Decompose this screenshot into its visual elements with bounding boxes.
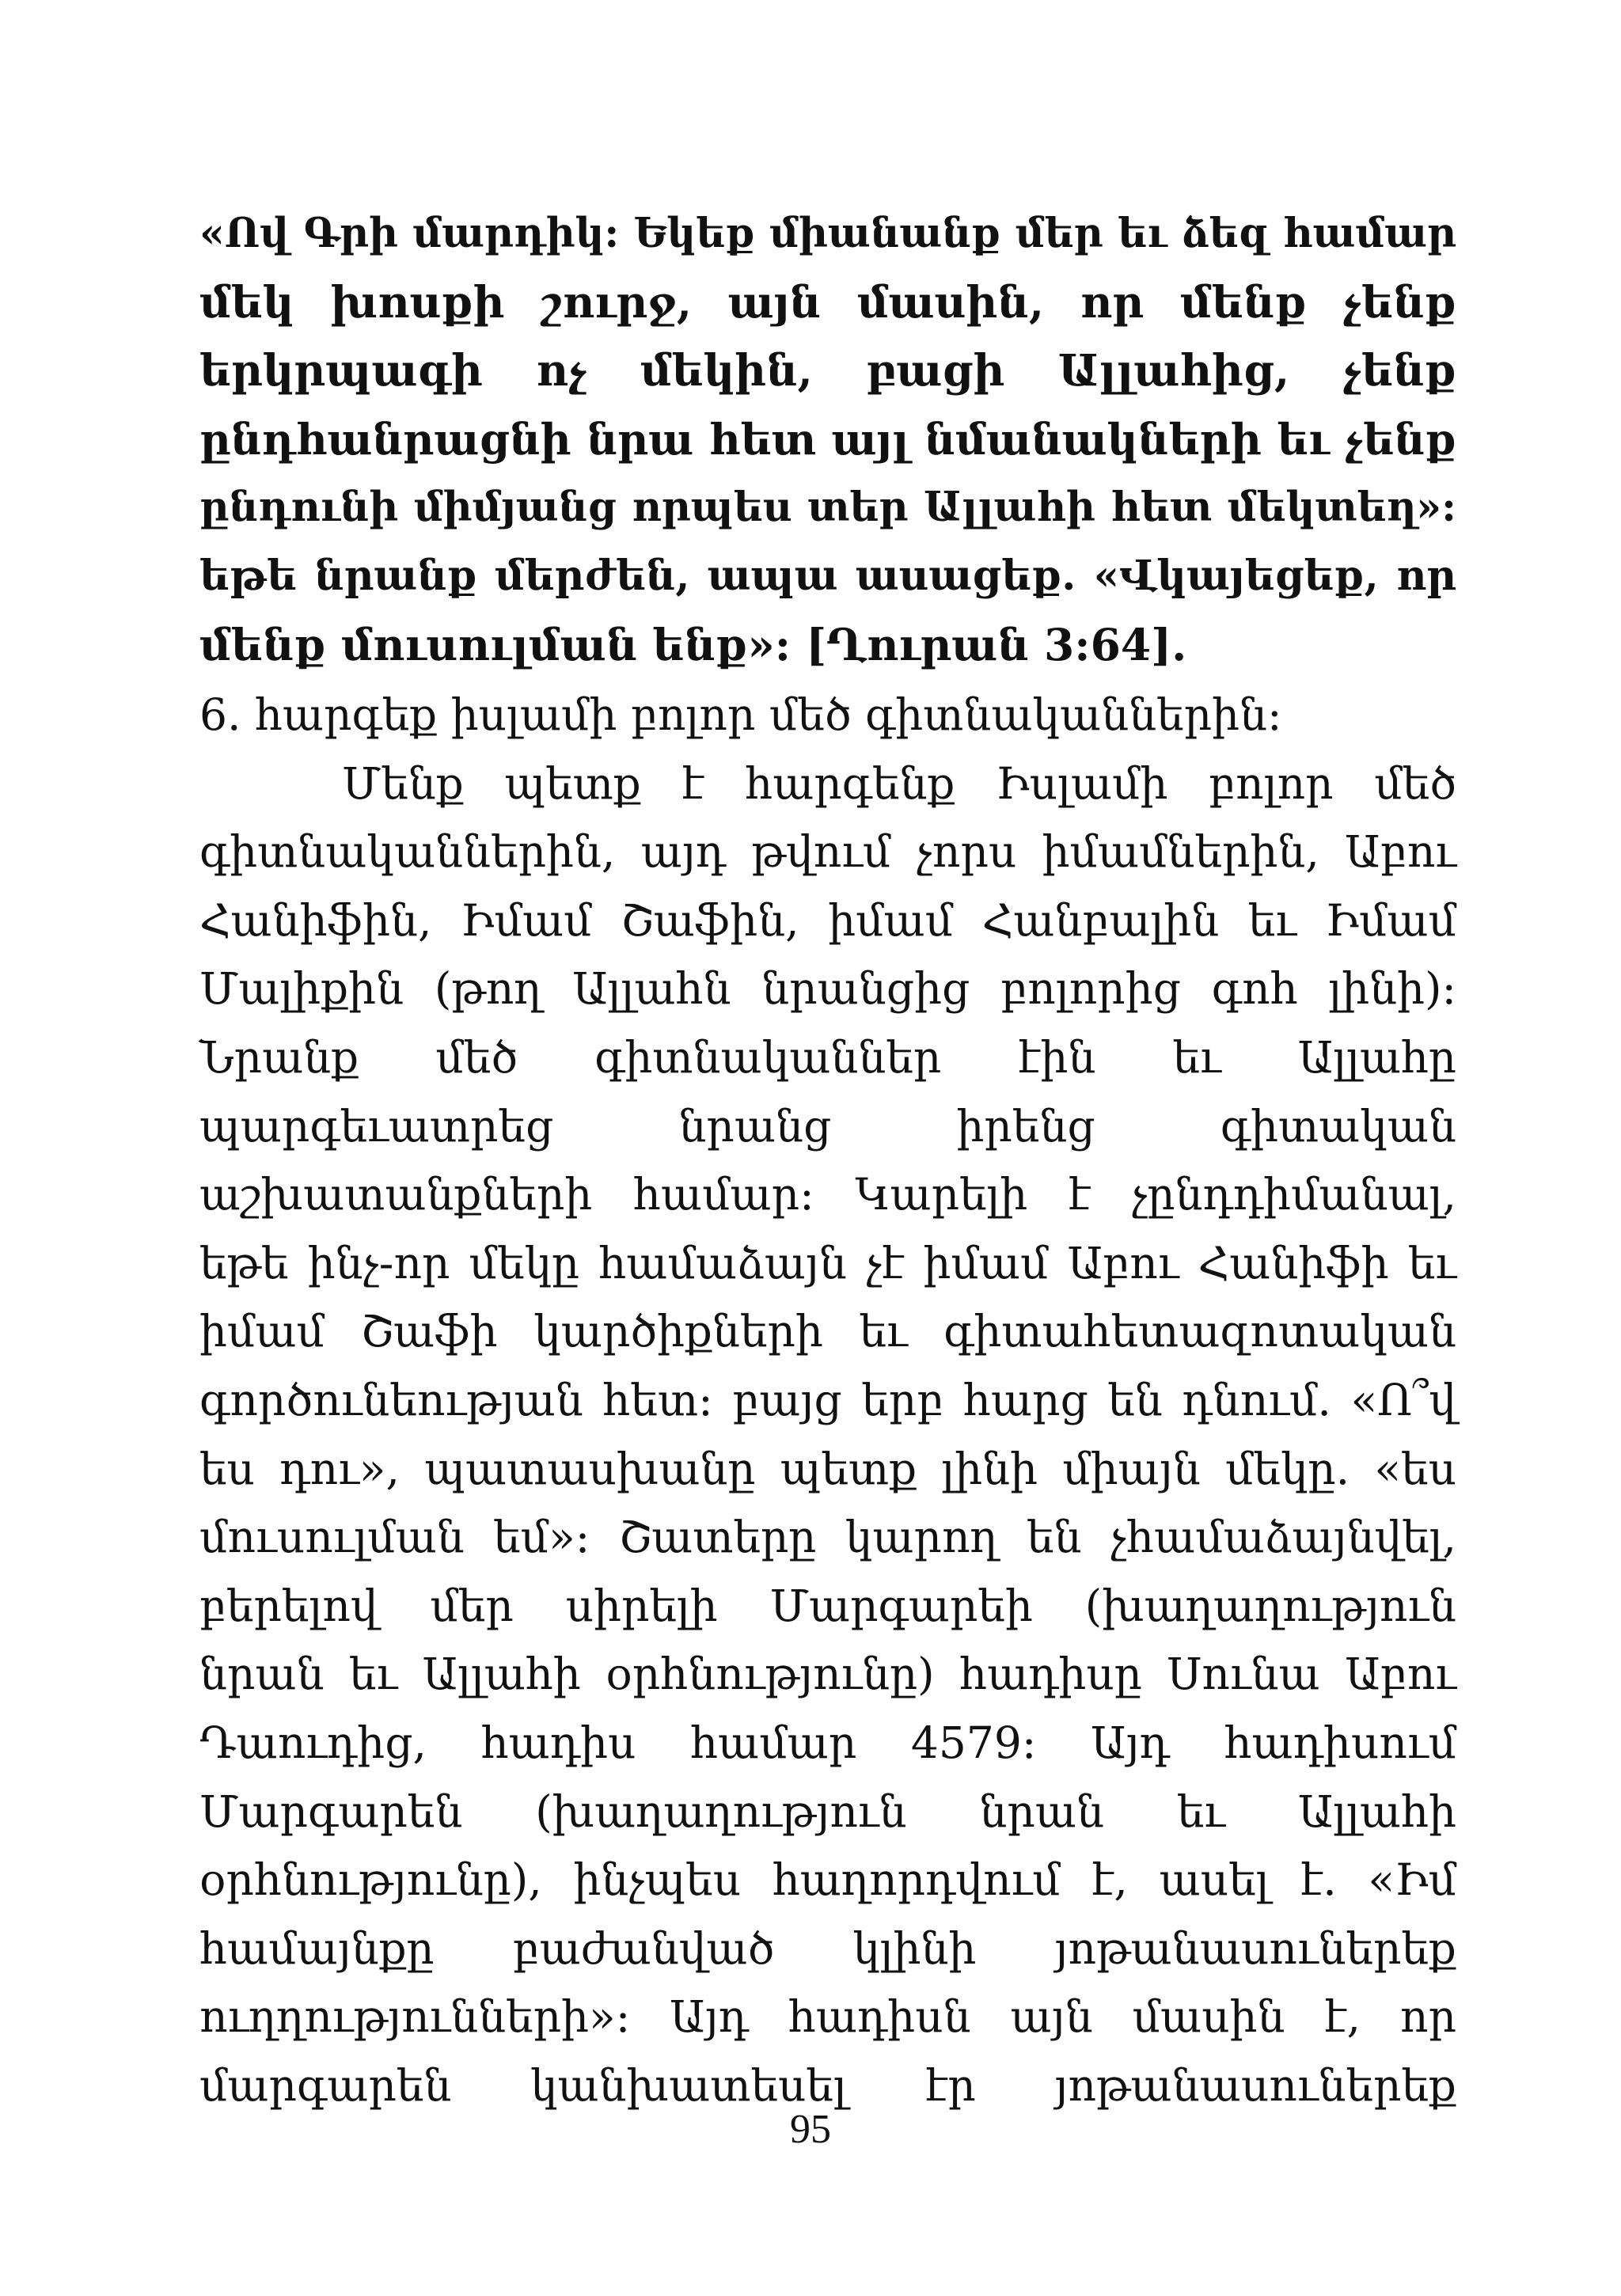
paragraph-line: Մալիքին (թող Ալլահն նրանցից բոլորից գոհ լինի): (199, 963, 1456, 1015)
paragraph-line: աշխատանքների համար: Կարելի է չընդդիմանալ, (199, 1169, 1456, 1220)
quote-line: երկրպագի ոչ մեկին, բացի Ալլահից, չենք (199, 344, 1456, 397)
section-heading: 6. հարգեք իսլամի բոլոր մեծ գիտնականներին: (199, 689, 1282, 740)
quote-line: ընդունի միմյանց որպես տեր Ալլահի հետ մեկտեղ»: (199, 484, 1456, 532)
paragraph-line: իմամ Շաֆի կարծիքների եւ գիտահետազոտական (199, 1306, 1456, 1357)
paragraph-line: գիտնականներին, այդ թվում չորս իմամներին, Աբու (199, 826, 1456, 878)
paragraph-line: պարգեւատրեց նրանց իրենց գիտական (199, 1100, 1456, 1152)
paragraph-line: բերելով մեր սիրելի Մարգարեի (խաղաղություն (199, 1580, 1456, 1631)
section-body (199, 681, 1456, 2120)
paragraph-line: օրհնությունը), ինչպես հաղորդվում է, ասել է. «Իմ (199, 1854, 1456, 1906)
paragraph-line: Մարգարեն (խաղաղություն նրան եւ Ալլահի (199, 1786, 1456, 1837)
paragraph-line: համայնքը բաժանված կլինի յոթանասուներեք (199, 1922, 1456, 1974)
quote-line: ընդհանրացնի նրա հետ այլ նմանակների եւ չենք (199, 413, 1456, 465)
paragraph-line: Նրանք մեծ գիտնականներ էին եւ Ալլահը (199, 1031, 1456, 1083)
page-number: 95 (790, 2107, 831, 2152)
paragraph-line: Դաուդից, հադիս համար 4579: Այդ հադիսում (199, 1717, 1456, 1768)
quote-line: «Ով Գրի մարդիկ: Եկեք միանանք մեր եւ ձեզ համար (199, 210, 1456, 257)
quote-line: մեկ խոսքի շուրջ, այն մասին, որ մենք չենք (199, 275, 1456, 328)
paragraph-line: նրան եւ Ալլահի օրհնությունը) հադիսը Սունա Աբու (199, 1649, 1456, 1700)
paragraph-line: մարգարեն կանխատեսել էր յոթանասուներեք (199, 2059, 1456, 2111)
paragraph-line: Հանիֆին, Իմամ Շաֆին, իմամ Հանբալին եւ Իմամ (199, 894, 1456, 946)
quran-quote-block (199, 199, 1456, 679)
paragraph-line: գործունեության հետ: բայց երբ հարց են դնում. «Ո՞վ (199, 1374, 1456, 1425)
quote-line: եթե նրանք մերժեն, ապա ասացեք. «Վկայեցեք, որ (199, 551, 1456, 600)
paragraph-line: ես դու», պատասխանը պետք լինի միայն մեկը. «ես (199, 1443, 1456, 1494)
paragraph-line: եթե ինչ-որ մեկը համաձայն չէ իմամ Աբու Հանիֆի եւ (199, 1237, 1456, 1288)
quote-line: մենք մուսուլման ենք»: [Ղուրան 3:64]. (199, 618, 1187, 670)
paragraph-line: ուղղությունների»: Այդ հադիսն այն մասին է, որ (199, 1991, 1456, 2043)
paragraph-line: մուսուլման եմ»: Շատերը կարող են չհամաձայնվել, (199, 1512, 1456, 1563)
paragraph-line: Մենք պետք է հարգենք Իսլամի բոլոր մեծ (342, 757, 1456, 809)
